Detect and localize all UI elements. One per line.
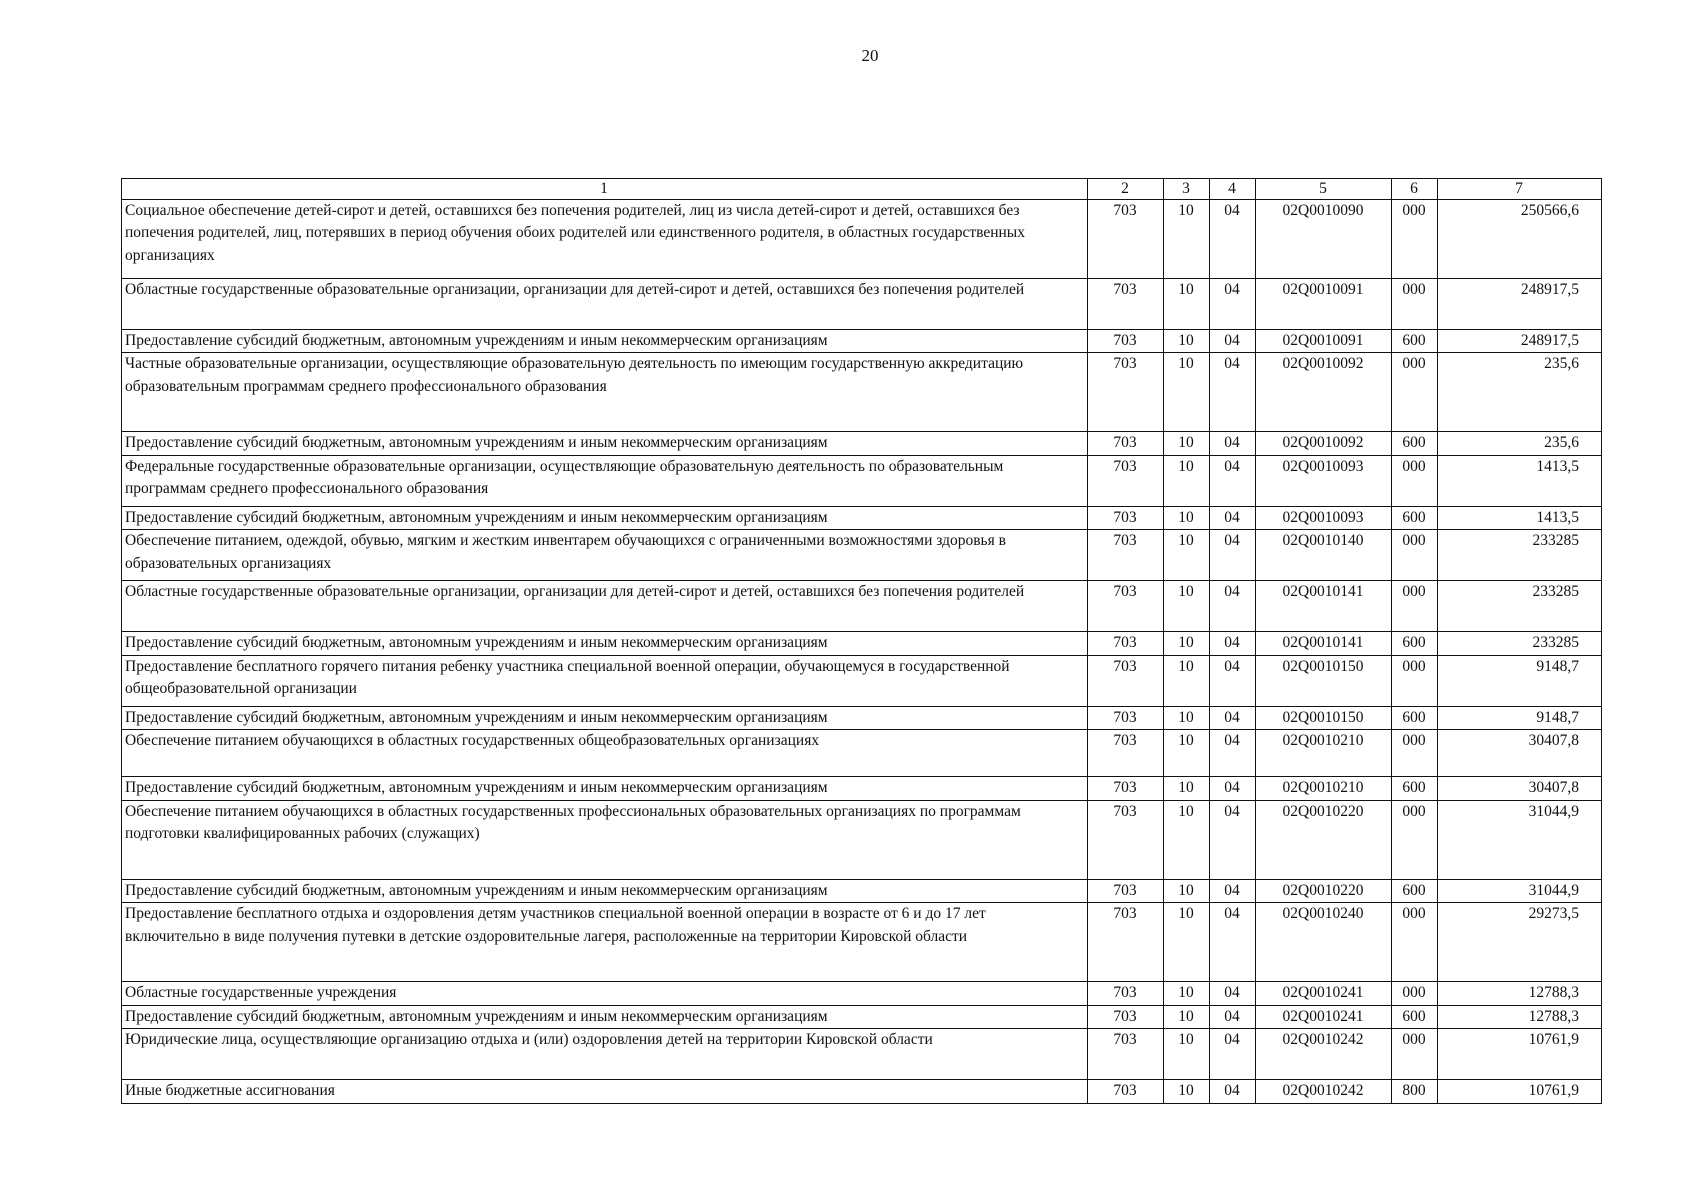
table-row <box>122 530 1602 581</box>
row-col-5: 02Q0010091 <box>1256 279 1392 330</box>
row-col-3: 10 <box>1164 903 1210 982</box>
row-col-3: 10 <box>1164 1005 1210 1028</box>
row-col-3: 10 <box>1164 330 1210 353</box>
row-col-6: 000 <box>1392 903 1438 982</box>
row-col-4: 04 <box>1210 432 1256 455</box>
row-col-6: 000 <box>1392 730 1438 777</box>
row-col-4: 04 <box>1210 353 1256 432</box>
row-col-7: 9148,7 <box>1438 655 1602 706</box>
row-col-3: 10 <box>1164 353 1210 432</box>
row-col-3: 10 <box>1164 506 1210 529</box>
row-col-4: 04 <box>1210 200 1256 279</box>
row-name: Федеральные государственные образовательные организации, осуществляющие образовательную деятельность по образовательным программам среднего профессионального образования <box>122 455 1088 506</box>
row-col-5: 02Q0010141 <box>1256 581 1392 632</box>
row-col-3: 10 <box>1164 632 1210 655</box>
row-col-4: 04 <box>1210 982 1256 1005</box>
row-name: Социальное обеспечение детей-сирот и детей, оставшихся без попечения родителей, лиц из числа детей-сирот и детей, оставшихся без попечения родителей, лиц, потерявших в период обучения обоих родителей или единственного родителя, в областных государственных организациях <box>122 200 1088 279</box>
header-col-3: 3 <box>1164 179 1210 200</box>
row-col-2: 703 <box>1088 455 1164 506</box>
row-col-2: 703 <box>1088 706 1164 729</box>
row-col-7: 1413,5 <box>1438 455 1602 506</box>
row-col-3: 10 <box>1164 279 1210 330</box>
row-col-3: 10 <box>1164 800 1210 879</box>
row-col-5: 02Q0010210 <box>1256 777 1392 800</box>
row-col-6: 000 <box>1392 455 1438 506</box>
row-col-6: 000 <box>1392 1029 1438 1080</box>
row-col-2: 703 <box>1088 982 1164 1005</box>
row-col-2: 703 <box>1088 800 1164 879</box>
header-col-7: 7 <box>1438 179 1602 200</box>
table-row <box>122 279 1602 330</box>
row-col-6: 600 <box>1392 706 1438 729</box>
row-col-5: 02Q0010241 <box>1256 982 1392 1005</box>
row-col-7: 29273,5 <box>1438 903 1602 982</box>
row-col-2: 703 <box>1088 1005 1164 1028</box>
row-col-6: 600 <box>1392 432 1438 455</box>
row-col-4: 04 <box>1210 581 1256 632</box>
row-name: Юридические лица, осуществляющие организацию отдыха и (или) оздоровления детей на территории Кировской области <box>122 1029 1088 1080</box>
row-col-4: 04 <box>1210 530 1256 581</box>
table-row <box>122 903 1602 982</box>
row-col-3: 10 <box>1164 730 1210 777</box>
row-col-2: 703 <box>1088 530 1164 581</box>
table-row <box>122 455 1602 506</box>
row-col-6: 800 <box>1392 1080 1438 1103</box>
header-col-2: 2 <box>1088 179 1164 200</box>
row-col-6: 600 <box>1392 879 1438 902</box>
row-col-7: 250566,6 <box>1438 200 1602 279</box>
row-col-3: 10 <box>1164 706 1210 729</box>
table-row <box>122 353 1602 432</box>
row-col-3: 10 <box>1164 655 1210 706</box>
table-header-row <box>122 179 1602 200</box>
row-name: Иные бюджетные ассигнования <box>122 1080 1088 1103</box>
row-name: Предоставление субсидий бюджетным, автономным учреждениям и иным некоммерческим организациям <box>122 330 1088 353</box>
row-col-5: 02Q0010092 <box>1256 432 1392 455</box>
table-row <box>122 506 1602 529</box>
row-col-5: 02Q0010242 <box>1256 1080 1392 1103</box>
row-name: Обеспечение питанием, одеждой, обувью, мягким и жестким инвентарем обучающихся с ограниченными возможностями здоровья в образовательных организациях <box>122 530 1088 581</box>
table-row <box>122 1005 1602 1028</box>
row-col-7: 248917,5 <box>1438 279 1602 330</box>
row-col-4: 04 <box>1210 632 1256 655</box>
row-col-2: 703 <box>1088 903 1164 982</box>
row-col-7: 30407,8 <box>1438 777 1602 800</box>
row-col-5: 02Q0010093 <box>1256 455 1392 506</box>
row-col-7: 233285 <box>1438 632 1602 655</box>
row-col-2: 703 <box>1088 506 1164 529</box>
row-col-5: 02Q0010093 <box>1256 506 1392 529</box>
page-number: 20 <box>861 46 879 65</box>
table-row <box>122 330 1602 353</box>
row-col-2: 703 <box>1088 632 1164 655</box>
table-row <box>122 706 1602 729</box>
table-row <box>122 1080 1602 1103</box>
row-col-4: 04 <box>1210 800 1256 879</box>
row-name: Предоставление бесплатного горячего питания ребенку участника специальной военной операции, обучающемуся в государственной общеобразовательной организации <box>122 655 1088 706</box>
table-row <box>122 982 1602 1005</box>
row-name: Обеспечение питанием обучающихся в областных государственных общеобразовательных организациях <box>122 730 1088 777</box>
row-col-7: 248917,5 <box>1438 330 1602 353</box>
row-col-5: 02Q0010150 <box>1256 655 1392 706</box>
row-col-6: 600 <box>1392 506 1438 529</box>
header-col-1: 1 <box>122 179 1088 200</box>
row-col-7: 233285 <box>1438 530 1602 581</box>
row-col-2: 703 <box>1088 581 1164 632</box>
row-col-5: 02Q0010210 <box>1256 730 1392 777</box>
row-name: Предоставление субсидий бюджетным, автономным учреждениям и иным некоммерческим организациям <box>122 879 1088 902</box>
row-name: Обеспечение питанием обучающихся в областных государственных профессиональных образовательных организациях по программам подготовки квалифицированных рабочих (служащих) <box>122 800 1088 879</box>
row-col-3: 10 <box>1164 432 1210 455</box>
table-row <box>122 432 1602 455</box>
row-col-5: 02Q0010150 <box>1256 706 1392 729</box>
row-col-7: 235,6 <box>1438 353 1602 432</box>
row-name: Предоставление субсидий бюджетным, автономным учреждениям и иным некоммерческим организациям <box>122 777 1088 800</box>
row-col-4: 04 <box>1210 506 1256 529</box>
row-col-4: 04 <box>1210 1080 1256 1103</box>
budget-table <box>121 178 1602 1104</box>
row-col-6: 000 <box>1392 982 1438 1005</box>
row-col-7: 31044,9 <box>1438 800 1602 879</box>
row-col-4: 04 <box>1210 730 1256 777</box>
row-col-3: 10 <box>1164 455 1210 506</box>
table-row <box>122 730 1602 777</box>
row-col-6: 000 <box>1392 581 1438 632</box>
row-col-5: 02Q0010092 <box>1256 353 1392 432</box>
row-col-4: 04 <box>1210 1029 1256 1080</box>
row-col-3: 10 <box>1164 1029 1210 1080</box>
row-col-2: 703 <box>1088 279 1164 330</box>
table-row <box>122 800 1602 879</box>
row-name: Предоставление субсидий бюджетным, автономным учреждениям и иным некоммерческим организациям <box>122 706 1088 729</box>
row-col-2: 703 <box>1088 1080 1164 1103</box>
row-col-6: 000 <box>1392 655 1438 706</box>
row-col-4: 04 <box>1210 279 1256 330</box>
row-col-7: 10761,9 <box>1438 1029 1602 1080</box>
row-col-3: 10 <box>1164 777 1210 800</box>
row-col-3: 10 <box>1164 581 1210 632</box>
table-row <box>122 200 1602 279</box>
row-col-7: 9148,7 <box>1438 706 1602 729</box>
row-col-3: 10 <box>1164 200 1210 279</box>
row-name: Предоставление бесплатного отдыха и оздоровления детям участников специальной военной операции в возрасте от 6 и до 17 лет включительно в виде получения путевки в детские оздоровительные лагеря, расположенные на территории Кировской области <box>122 903 1088 982</box>
row-col-7: 233285 <box>1438 581 1602 632</box>
table-row <box>122 655 1602 706</box>
row-col-5: 02Q0010220 <box>1256 800 1392 879</box>
row-col-4: 04 <box>1210 903 1256 982</box>
header-col-4: 4 <box>1210 179 1256 200</box>
row-col-7: 12788,3 <box>1438 982 1602 1005</box>
row-col-2: 703 <box>1088 879 1164 902</box>
row-col-4: 04 <box>1210 706 1256 729</box>
row-col-2: 703 <box>1088 200 1164 279</box>
header-col-6: 6 <box>1392 179 1438 200</box>
row-col-6: 600 <box>1392 330 1438 353</box>
row-col-2: 703 <box>1088 777 1164 800</box>
header-col-5: 5 <box>1256 179 1392 200</box>
row-name: Областные государственные учреждения <box>122 982 1088 1005</box>
row-col-2: 703 <box>1088 330 1164 353</box>
row-col-5: 02Q0010241 <box>1256 1005 1392 1028</box>
row-name: Предоставление субсидий бюджетным, автономным учреждениям и иным некоммерческим организациям <box>122 1005 1088 1028</box>
row-col-6: 000 <box>1392 279 1438 330</box>
row-col-4: 04 <box>1210 655 1256 706</box>
row-col-5: 02Q0010091 <box>1256 330 1392 353</box>
row-col-4: 04 <box>1210 879 1256 902</box>
row-col-4: 04 <box>1210 1005 1256 1028</box>
table-row <box>122 879 1602 902</box>
row-name: Частные образовательные организации, осуществляющие образовательную деятельность по имеющим государственную аккредитацию образовательным программам среднего профессионального образования <box>122 353 1088 432</box>
row-col-5: 02Q0010242 <box>1256 1029 1392 1080</box>
row-col-2: 703 <box>1088 353 1164 432</box>
row-name: Областные государственные образовательные организации, организации для детей-сирот и детей, оставшихся без попечения родителей <box>122 279 1088 330</box>
row-col-7: 10761,9 <box>1438 1080 1602 1103</box>
row-name: Областные государственные образовательные организации, организации для детей-сирот и детей, оставшихся без попечения родителей <box>122 581 1088 632</box>
row-col-4: 04 <box>1210 455 1256 506</box>
row-col-6: 000 <box>1392 800 1438 879</box>
row-col-7: 31044,9 <box>1438 879 1602 902</box>
table-row <box>122 581 1602 632</box>
row-col-4: 04 <box>1210 330 1256 353</box>
row-col-3: 10 <box>1164 879 1210 902</box>
row-col-4: 04 <box>1210 777 1256 800</box>
table-row <box>122 777 1602 800</box>
row-col-2: 703 <box>1088 1029 1164 1080</box>
table-row <box>122 632 1602 655</box>
row-col-6: 000 <box>1392 530 1438 581</box>
row-col-5: 02Q0010240 <box>1256 903 1392 982</box>
row-col-3: 10 <box>1164 530 1210 581</box>
row-col-6: 600 <box>1392 1005 1438 1028</box>
row-col-6: 000 <box>1392 353 1438 432</box>
row-col-7: 235,6 <box>1438 432 1602 455</box>
row-col-7: 30407,8 <box>1438 730 1602 777</box>
row-col-3: 10 <box>1164 982 1210 1005</box>
row-col-2: 703 <box>1088 730 1164 777</box>
row-col-5: 02Q0010220 <box>1256 879 1392 902</box>
row-col-5: 02Q0010090 <box>1256 200 1392 279</box>
row-col-6: 600 <box>1392 632 1438 655</box>
row-name: Предоставление субсидий бюджетным, автономным учреждениям и иным некоммерческим организациям <box>122 432 1088 455</box>
row-col-2: 703 <box>1088 432 1164 455</box>
row-name: Предоставление субсидий бюджетным, автономным учреждениям и иным некоммерческим организациям <box>122 632 1088 655</box>
row-col-2: 703 <box>1088 655 1164 706</box>
row-col-6: 600 <box>1392 777 1438 800</box>
row-col-7: 12788,3 <box>1438 1005 1602 1028</box>
row-col-6: 000 <box>1392 200 1438 279</box>
row-col-7: 1413,5 <box>1438 506 1602 529</box>
row-col-5: 02Q0010141 <box>1256 632 1392 655</box>
row-col-3: 10 <box>1164 1080 1210 1103</box>
table-row <box>122 1029 1602 1080</box>
row-col-5: 02Q0010140 <box>1256 530 1392 581</box>
row-name: Предоставление субсидий бюджетным, автономным учреждениям и иным некоммерческим организациям <box>122 506 1088 529</box>
